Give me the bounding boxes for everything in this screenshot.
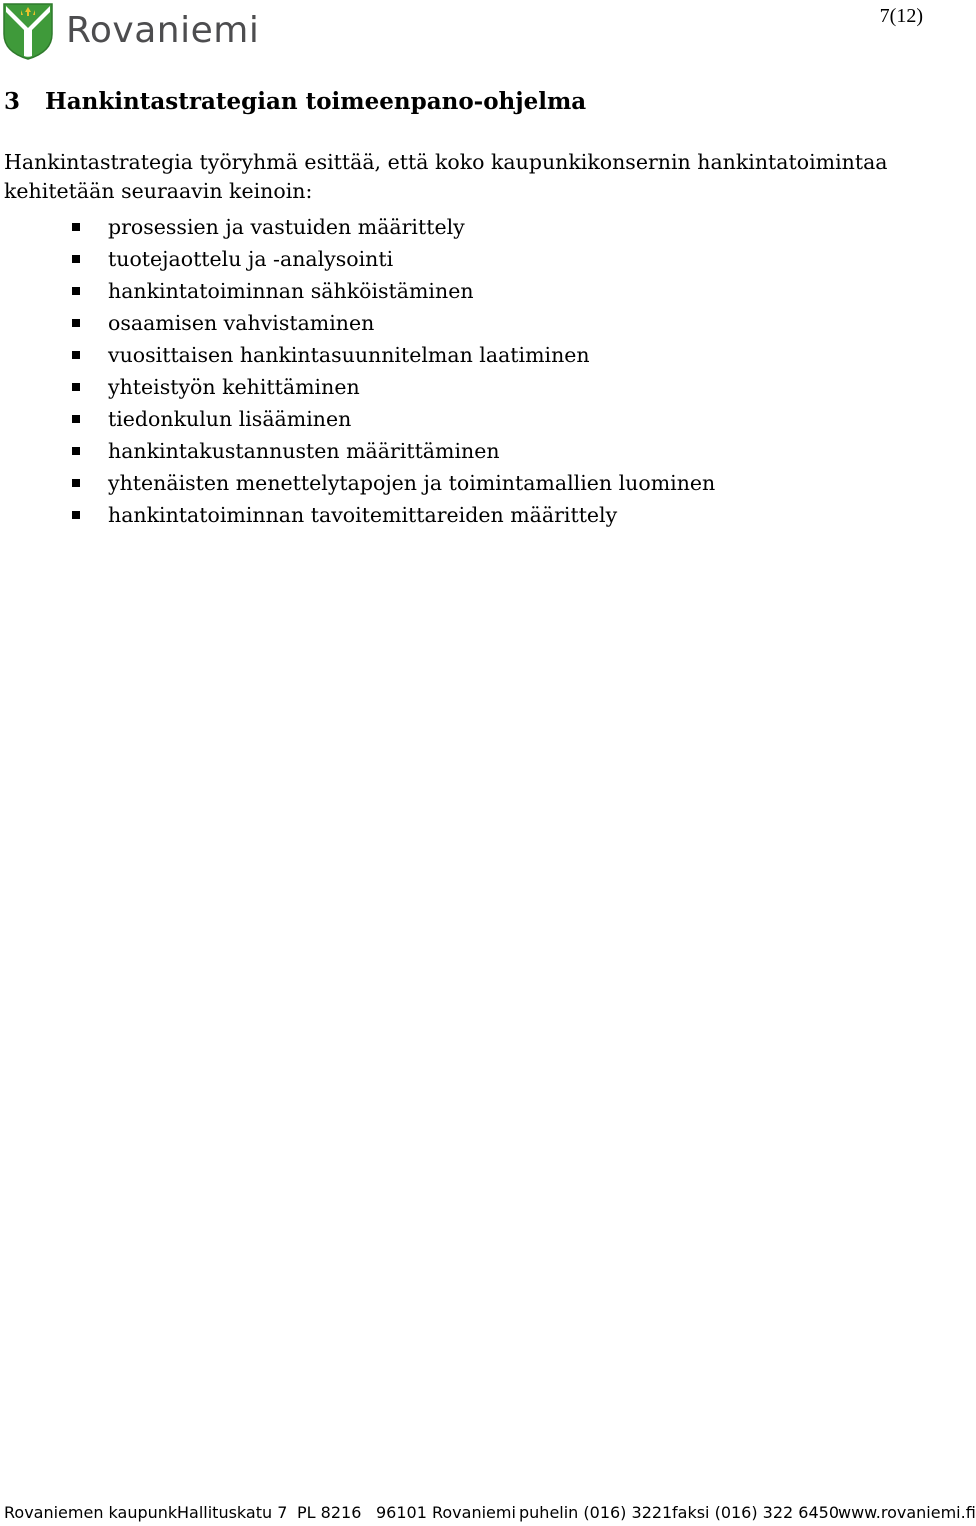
square-bullet-icon — [72, 511, 80, 519]
square-bullet-icon — [72, 447, 80, 455]
list-item — [0, 403, 715, 435]
list-item — [0, 211, 715, 243]
footer-postal: 96101 Rovaniemi — [376, 1503, 516, 1522]
footer-phone: puhelin (016) 3221 — [519, 1503, 673, 1522]
footer-fax: faksi (016) 322 6450 — [672, 1503, 840, 1522]
coat-of-arms-icon — [2, 2, 54, 60]
list-item-text: osaamisen vahvistaminen — [108, 311, 375, 335]
list-item-text: prosessien ja vastuiden määrittely — [108, 215, 465, 239]
square-bullet-icon — [72, 351, 80, 359]
list-item — [0, 371, 715, 403]
square-bullet-icon — [72, 383, 80, 391]
square-bullet-icon — [72, 287, 80, 295]
list-item-text: hankintatoiminnan sähköistäminen — [108, 279, 474, 303]
list-item-text: vuosittaisen hankintasuunnitelman laatiminen — [108, 343, 590, 367]
list-item — [0, 339, 715, 371]
section-heading — [4, 88, 586, 115]
footer-po-box: PL 8216 — [297, 1503, 362, 1522]
footer-website[interactable]: www.rovaniemi.fi — [838, 1503, 976, 1522]
list-item-text: tuotejaottelu ja -analysointi — [108, 247, 394, 271]
list-item-text: yhteistyön kehittäminen — [108, 375, 360, 399]
list-item — [0, 499, 715, 531]
square-bullet-icon — [72, 415, 80, 423]
section-title: Hankintastrategian toimeenpano-ohjelma — [45, 88, 587, 115]
list-item-text: tiedonkulun lisääminen — [108, 407, 352, 431]
footer-organization: Rovaniemen kaupunki — [4, 1503, 182, 1522]
section-number: 3 — [4, 88, 21, 115]
bullet-list — [0, 211, 715, 531]
square-bullet-icon — [72, 255, 80, 263]
list-item — [0, 307, 715, 339]
list-item-text: yhtenäisten menettelytapojen ja toimintamallien luominen — [108, 471, 716, 495]
list-item — [0, 275, 715, 307]
list-item — [0, 243, 715, 275]
list-item-text: hankintatoiminnan tavoitemittareiden määrittely — [108, 503, 618, 527]
footer — [0, 1503, 976, 1525]
square-bullet-icon — [72, 319, 80, 327]
square-bullet-icon — [72, 223, 80, 231]
list-item-text: hankintakustannusten määrittäminen — [108, 439, 500, 463]
square-bullet-icon — [72, 479, 80, 487]
logo — [2, 2, 259, 60]
logo-text: Rovaniemi — [66, 10, 260, 51]
list-item — [0, 435, 715, 467]
intro-paragraph: Hankintastrategia työryhmä esittää, että koko kaupunkikonsernin hankintatoimintaa kehitetään seuraavin keinoin: — [4, 150, 888, 203]
footer-street: Hallituskatu 7 — [177, 1503, 288, 1522]
list-item — [0, 467, 715, 499]
page-number: 7(12) — [879, 5, 923, 27]
